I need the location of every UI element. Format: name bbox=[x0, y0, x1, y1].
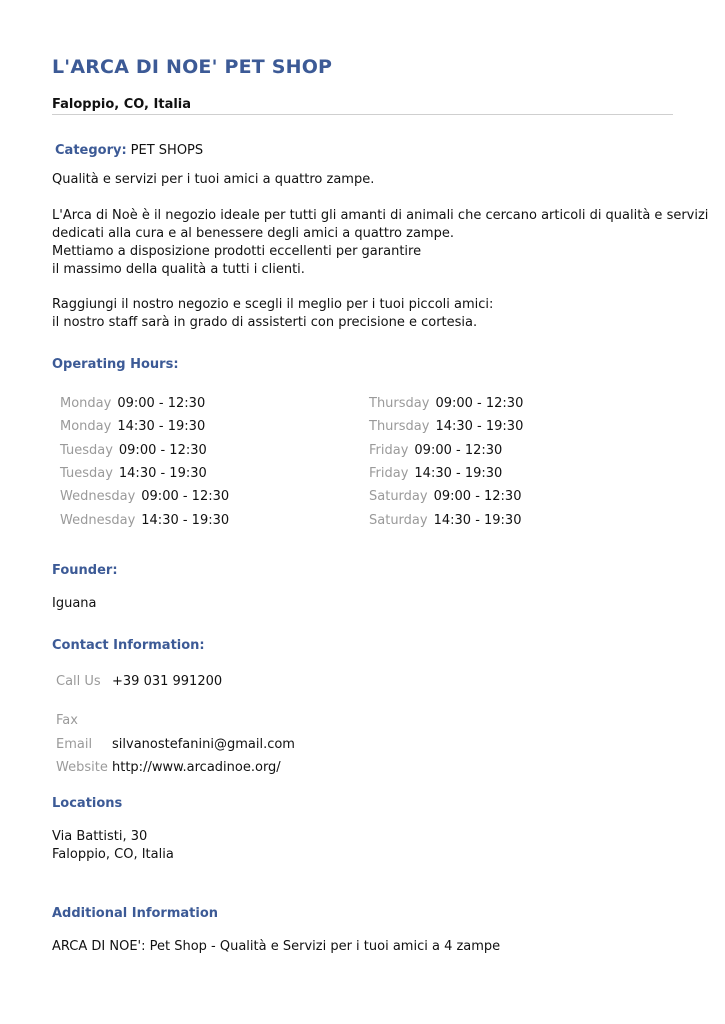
hours-time: 14:30 - 19:30 bbox=[414, 466, 503, 481]
hours-day: Wednesday bbox=[60, 513, 136, 528]
tagline: Qualità e servizi per i tuoi amici a quattro zampe. bbox=[52, 172, 375, 187]
hours-time: 14:30 - 19:30 bbox=[118, 466, 207, 481]
website-label: Website bbox=[56, 760, 108, 775]
hours-day: Thursday bbox=[369, 419, 430, 434]
hours-row bbox=[369, 489, 521, 504]
address bbox=[52, 828, 174, 864]
hours-time: 14:30 - 19:30 bbox=[141, 513, 230, 528]
hours-day: Friday bbox=[369, 466, 409, 481]
founder-value: Iguana bbox=[52, 596, 97, 611]
page-title: L'ARCA DI NOE' PET SHOP bbox=[52, 56, 333, 78]
additional-info-title: Additional Information bbox=[52, 906, 219, 921]
description-line: il massimo della qualità a tutti i clienti. bbox=[52, 262, 305, 277]
website-link[interactable]: http://www.arcadinoe.org/ bbox=[112, 760, 281, 775]
category-label: Category: bbox=[55, 143, 127, 158]
hours-row bbox=[60, 443, 207, 458]
hours-day: Saturday bbox=[369, 513, 428, 528]
hours-day: Tuesday bbox=[60, 443, 113, 458]
hours-row bbox=[369, 419, 523, 434]
founder-title: Founder: bbox=[52, 563, 118, 578]
fax-label: Fax bbox=[56, 713, 78, 728]
hours-row bbox=[369, 396, 523, 411]
hours-row bbox=[60, 466, 207, 481]
additional-info-text: ARCA DI NOE': Pet Shop - Qualità e Servizi per i tuoi amici a 4 zampe bbox=[52, 939, 501, 954]
call-us-label: Call Us bbox=[56, 674, 101, 689]
description-line: dedicati alla cura e al benessere degli amici a quattro zampe. bbox=[52, 226, 454, 241]
description-line: Raggiungi il nostro negozio e scegli il meglio per i tuoi piccoli amici: bbox=[52, 297, 494, 312]
hours-day: Friday bbox=[369, 443, 409, 458]
hours-time: 14:30 - 19:30 bbox=[433, 513, 522, 528]
hours-row bbox=[369, 443, 502, 458]
phone-number[interactable]: +39 031 991200 bbox=[112, 674, 223, 689]
hours-time: 09:00 - 12:30 bbox=[433, 489, 522, 504]
description-line: Mettiamo a disposizione prodotti eccellenti per garantire bbox=[52, 244, 422, 259]
locations-title: Locations bbox=[52, 796, 123, 811]
description-line: L'Arca di Noè è il negozio ideale per tutti gli amanti di animali che cercano articoli di qualità e servizi bbox=[52, 208, 709, 223]
hours-day: Thursday bbox=[369, 396, 430, 411]
description-paragraph-2 bbox=[52, 296, 493, 332]
page-location: Faloppio, CO, Italia bbox=[52, 97, 192, 112]
hours-row bbox=[60, 396, 205, 411]
hours-time: 09:00 - 12:30 bbox=[414, 443, 503, 458]
address-line: Via Battisti, 30 bbox=[52, 829, 148, 844]
hours-row bbox=[369, 466, 502, 481]
address-line: Faloppio, CO, Italia bbox=[52, 847, 174, 862]
category bbox=[55, 143, 203, 158]
hours-time: 09:00 - 12:30 bbox=[435, 396, 524, 411]
hours-row bbox=[60, 513, 229, 528]
hours-time: 14:30 - 19:30 bbox=[117, 419, 206, 434]
hours-time: 14:30 - 19:30 bbox=[435, 419, 524, 434]
hours-time: 09:00 - 12:30 bbox=[118, 443, 207, 458]
hours-row bbox=[369, 513, 521, 528]
description-line: il nostro staff sarà in grado di assisterti con precisione e cortesia. bbox=[52, 315, 478, 330]
hours-day: Monday bbox=[60, 396, 112, 411]
email-label: Email bbox=[56, 737, 93, 752]
operating-hours-title: Operating Hours: bbox=[52, 357, 179, 372]
hours-time: 09:00 - 12:30 bbox=[117, 396, 206, 411]
contact-title: Contact Information: bbox=[52, 638, 205, 653]
description-paragraph-1 bbox=[52, 207, 708, 279]
hours-day: Saturday bbox=[369, 489, 428, 504]
hours-time: 09:00 - 12:30 bbox=[141, 489, 230, 504]
hours-day: Tuesday bbox=[60, 466, 113, 481]
hours-row bbox=[60, 419, 205, 434]
hours-day: Monday bbox=[60, 419, 112, 434]
header-divider bbox=[52, 114, 673, 115]
hours-day: Wednesday bbox=[60, 489, 136, 504]
hours-row bbox=[60, 489, 229, 504]
email-link[interactable]: silvanostefanini@gmail.com bbox=[112, 737, 295, 752]
category-value: PET SHOPS bbox=[130, 143, 204, 158]
